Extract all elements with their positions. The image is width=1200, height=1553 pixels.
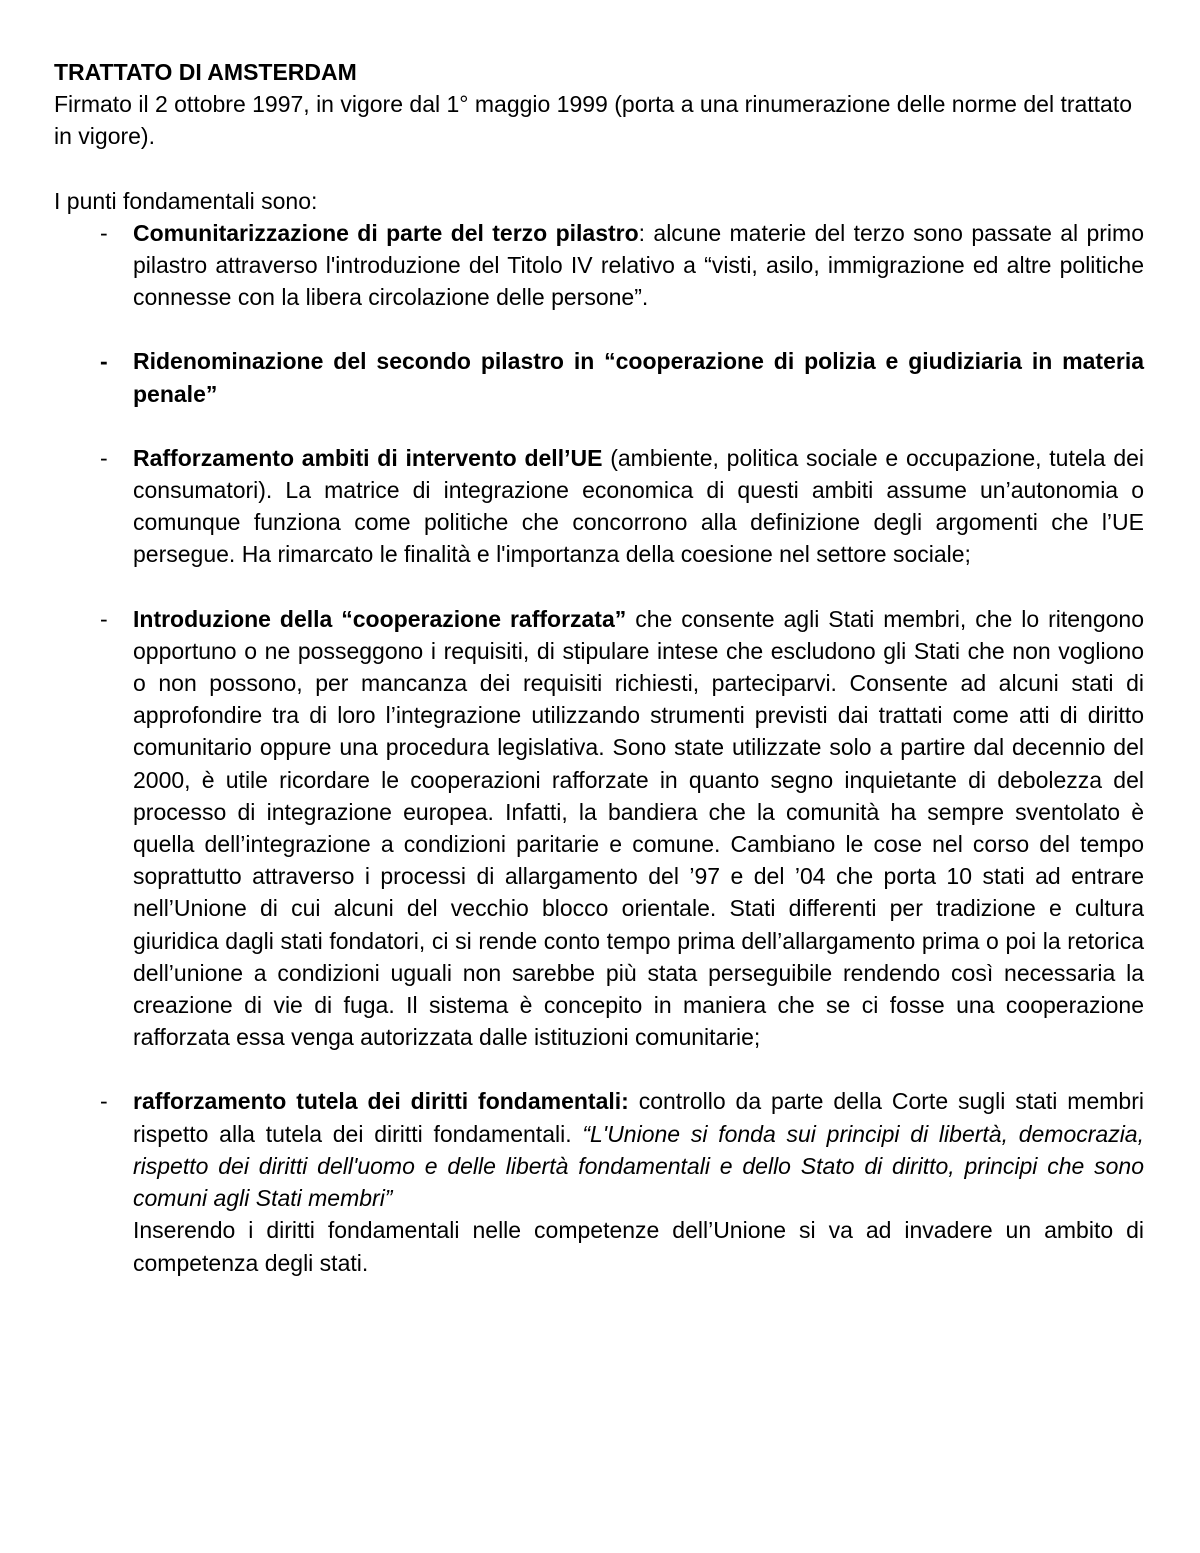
points-lead: I punti fondamentali sono: (54, 187, 318, 214)
bullet-dash: - (100, 444, 108, 471)
bullet-dash: - (100, 219, 108, 246)
point-text (133, 442, 1144, 571)
list-item (54, 442, 1144, 571)
bullet-dash: - (100, 1088, 108, 1115)
point-heading: Comunitarizzazione di parte del terzo pilastro (133, 219, 639, 246)
list-item (54, 1085, 1144, 1278)
document-page (54, 56, 1144, 1311)
points-list (54, 217, 1144, 1279)
intro-paragraph: Firmato il 2 ottobre 1997, in vigore dal 1° maggio 1999 (porta a una rinumerazione delle norme del trattato in vigore). (54, 91, 1133, 150)
point-text (133, 217, 1144, 314)
bullet-dash: - (100, 348, 108, 375)
list-item (54, 603, 1144, 1054)
point-text (133, 603, 1144, 1054)
point-body: (ambiente, politica sociale e occupazione, tutela dei consumatori). La matrice di integrazione economica di questi ambiti assume un’autonomia o comunque funziona come politiche che concorrono alla definizione degli argomenti che l’UE persegue. Ha rimarcato le finalità e l'importanza della coesione nel settore sociale; (133, 444, 1145, 568)
bullet-dash: - (100, 605, 108, 632)
point-quote: “L'Unione si fonda sui principi di libertà, democrazia, rispetto dei diritti dell'uomo e delle libertà fondamentali e dello Stato di diritto, principi che sono comuni agli Stati membri” (133, 1120, 1144, 1212)
list-item (54, 217, 1144, 314)
point-heading: Introduzione della “cooperazione rafforzata” (133, 605, 627, 632)
point-follow-up: Inserendo i diritti fondamentali nelle competenze dell’Unione si va ad invadere un ambito di competenza degli stati. (133, 1217, 1144, 1276)
point-text (133, 1085, 1144, 1214)
point-heading: Ridenominazione del secondo pilastro in “cooperazione di polizia e giudiziaria in materia penale” (133, 348, 1144, 407)
point-text (133, 345, 1144, 409)
point-heading: rafforzamento tutela dei diritti fondamentali: (133, 1088, 629, 1115)
point-body: : alcune materie del terzo sono passate al primo pilastro attraverso l'introduzione del Titolo IV relativo a “visti, asilo, immigrazione ed altre politiche connesse con la libera circolazione delle persone”. (133, 219, 1144, 311)
list-item (54, 345, 1144, 409)
point-body: controllo da parte della Corte sugli stati membri rispetto alla tutela dei diritti fondamentali. (133, 1088, 1144, 1147)
point-heading: Rafforzamento ambiti di intervento dell’UE (133, 444, 603, 471)
document-title: TRATTATO DI AMSTERDAM (54, 59, 357, 85)
point-body: che consente agli Stati membri, che lo ritengono opportuno o ne posseggono i requisiti, di stipulare intese che escludono gli Stati che non vogliono o non possono, per mancanza dei requisiti richiesti, parteciparvi. Consente ad alcuni stati di approfondire tra di loro l’integrazione utilizzando strumenti previsti dai trattati come atti di diritto comunitario oppure una procedura legislativa. Sono state utilizzate solo a partire dal decennio del 2000, è utile ricordare le cooperazioni rafforzate in quanto segno inquietante di debolezza del processo di integrazione europea. Infatti, la bandiera che la comunità ha sempre sventolato è quella dell’integrazione a condizioni paritarie e comune. Cambiano le cose nel corso del tempo soprattutto attraverso i processi di allargamento del ’97 e del ’04 che porta 10 stati ad entrare nell’Unione di cui alcuni del vecchio blocco orientale. Stati differenti per tradizione e cultura giuridica dagli stati fondatori, ci si rende conto tempo prima dell’allargamento prima o poi la retorica dell’unione a condizioni uguali non sarebbe più stata perseguibile rendendo così necessaria la creazione di vie di fuga. Il sistema è concepito in maniera che se ci fosse una cooperazione rafforzata essa venga autorizzata dalle istituzioni comunitarie; (133, 605, 1144, 1051)
